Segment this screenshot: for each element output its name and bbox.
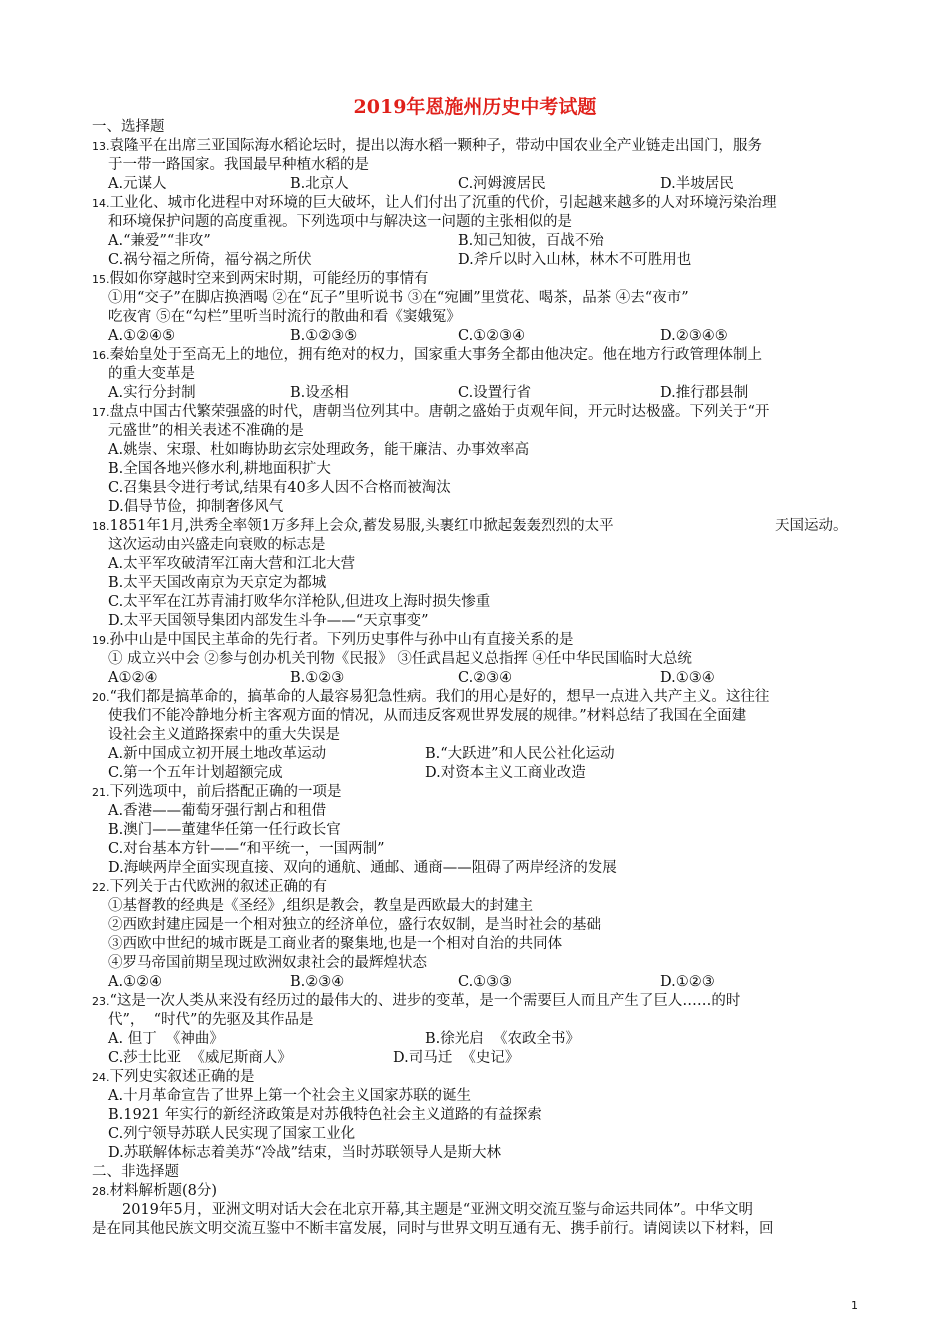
line-text: 是在同其他民族文明交流互鉴中不断丰富发展，同时与世界文明互通有无、携手前行。请阅读以下材料，回 (92, 1221, 774, 1237)
line-text: 二、非选择题 (92, 1164, 179, 1180)
line-text: ③西欧中世纪的城市既是工商业者的聚集地,也是一个相对自治的共同体 (108, 936, 563, 952)
line-text: 工业化、城市化进程中对环境的巨大破坏，让人们付出了沉重的代价，引起越来越多的人对环境污染治理 (109, 195, 777, 211)
line-text: C.②③④ (458, 670, 513, 686)
line-text: ① 成立兴中会 ②参与创办机关刊物《民报》 ③任武昌起义总指挥 ④任中华民国临时大总统 (108, 651, 692, 667)
text-line (92, 194, 777, 213)
text-line (92, 403, 769, 422)
text-line (92, 631, 574, 650)
text-line (108, 422, 304, 441)
text-line (122, 1201, 753, 1220)
line-text: C.河姆渡居民 (458, 176, 546, 192)
line-text: B.②③④ (290, 974, 345, 990)
line-text: 秦始皇处于至高无上的地位，拥有绝对的权力，国家重大事务全都由他决定。他在地方行政管理体制上 (109, 347, 762, 363)
text-line (108, 954, 427, 973)
text-line (108, 1106, 542, 1125)
line-text: A.“兼爱”“非攻” (108, 233, 211, 249)
text-line (108, 1030, 224, 1049)
page-number: 1 (851, 1299, 858, 1312)
text-line (92, 992, 740, 1011)
line-text: 元盛世”的相关表述不准确的是 (108, 423, 304, 439)
text-line (92, 118, 165, 137)
line-text: C.太平军在江苏青浦打败华尔洋枪队,但进攻上海时损失惨重 (108, 594, 491, 610)
text-line (108, 289, 689, 308)
text-line (108, 574, 326, 593)
line-text: 使我们不能冷静地分析主客观方面的情况，从而违反客观世界发展的规律。”材料总结了我国在全面建 (108, 708, 747, 724)
question-number: 19. (92, 634, 110, 647)
line-text: B.北京人 (290, 176, 349, 192)
text-line (108, 441, 529, 460)
line-text: 2019年5月，亚洲文明对话大会在北京开幕,其主题是“亚洲文明交流互鉴与命运共同体”。中华文明 (122, 1202, 754, 1218)
text-line (393, 1049, 519, 1068)
text-line (108, 840, 385, 859)
text-line (458, 384, 531, 403)
line-text: 下列关于古代欧洲的叙述正确的有 (109, 879, 327, 895)
text-line (108, 536, 326, 555)
text-line (92, 346, 762, 365)
text-line (108, 460, 331, 479)
question-number: 13. (92, 140, 110, 153)
question-number: 16. (92, 349, 110, 362)
line-text: B.知己知彼，百战不殆 (458, 233, 604, 249)
line-text: 下列选项中，前后搭配正确的一项是 (109, 784, 342, 800)
line-text: 一、选择题 (92, 119, 165, 135)
line-text: A.①②④ (108, 974, 163, 990)
text-line (458, 327, 525, 346)
text-line (108, 1011, 313, 1030)
text-line (108, 726, 340, 745)
text-line (660, 327, 728, 346)
line-text: D.②③④⑤ (660, 328, 728, 344)
line-text: ②西欧封建庄园是一个相对独立的经济单位，盛行农奴制，是当时社会的基础 (108, 917, 601, 933)
text-line (92, 1182, 217, 1201)
text-line (108, 232, 211, 251)
text-line (108, 1049, 292, 1068)
line-text: D.司马迁 《史记》 (393, 1050, 520, 1066)
line-text: D.海峡两岸全面实现直接、双向的通航、通邮、通商——阻碍了两岸经济的发展 (108, 860, 617, 876)
line-text: “这是一次人类从来没有经历过的最伟大的、进步的变革，是一个需要巨人而且产生了巨人……的时 (109, 993, 741, 1009)
line-text: ①用“交子”在脚店换酒喝 ②在“瓦子”里听说书 ③在“宛圃”里赏花、喝茶，品茶 ④去“夜市” (108, 290, 689, 306)
line-text: C.莎士比亚 《威尼斯商人》 (108, 1050, 292, 1066)
text-line (458, 669, 512, 688)
text-line (108, 745, 326, 764)
text-line (108, 479, 451, 498)
text-line (108, 251, 312, 270)
text-line (92, 783, 342, 802)
line-text: 天国运动。 (775, 518, 848, 534)
text-line (92, 137, 762, 156)
text-line (425, 745, 615, 764)
text-line (458, 973, 512, 992)
text-line (108, 1087, 471, 1106)
text-line (92, 1163, 179, 1182)
line-text: D.对资本主义工商业改造 (425, 765, 586, 781)
line-text: A. 但丁 《神曲》 (108, 1031, 224, 1047)
text-line (108, 384, 196, 403)
line-text: 假如你穿越时空来到两宋时期，可能经历的事情有 (109, 271, 429, 287)
text-line (458, 251, 691, 270)
text-line (290, 669, 344, 688)
line-text: A.①②④⑤ (108, 328, 176, 344)
text-line (108, 498, 283, 517)
line-text: 这次运动由兴盛走向衰败的标志是 (108, 537, 326, 553)
text-line (108, 1144, 501, 1163)
text-line (92, 270, 429, 289)
question-number: 17. (92, 406, 110, 419)
text-line (92, 688, 769, 707)
text-line (92, 517, 614, 536)
question-number: 18. (92, 520, 110, 533)
line-text: A.新中国成立初开展土地改革运动 (108, 746, 327, 762)
question-number: 14. (92, 197, 110, 210)
line-text: D.①③④ (660, 670, 715, 686)
line-text: B.设丞相 (290, 385, 349, 401)
text-line (458, 232, 604, 251)
question-number: 21. (92, 786, 110, 799)
text-line (458, 175, 546, 194)
line-text: 材料解析题(8分) (109, 1183, 218, 1199)
line-text: 下列史实叙述正确的是 (109, 1069, 255, 1085)
line-text: A.实行分封制 (108, 385, 196, 401)
question-number: 22. (92, 881, 110, 894)
line-text: C.设置行省 (458, 385, 532, 401)
line-text: 的重大变革是 (108, 366, 195, 382)
line-text: C.①③③ (458, 974, 513, 990)
line-text: ④罗马帝国前期呈现过欧洲奴隶社会的最辉煌状态 (108, 955, 427, 971)
text-line (108, 973, 162, 992)
text-line (425, 1030, 580, 1049)
text-line (108, 764, 283, 783)
line-text: 和环境保护问题的高度重视。下列选项中与解决这一问题的主张相似的是 (108, 214, 572, 230)
question-number: 24. (92, 1071, 110, 1084)
text-line (108, 327, 175, 346)
text-line (92, 878, 327, 897)
line-text: 盘点中国古代繁荣强盛的时代，唐朝当位列其中。唐朝之盛始于贞观年间，开元时达极盛。下列关于“开 (109, 404, 770, 420)
line-text: A①②④ (108, 670, 158, 686)
line-text: B.太平天国改南京为天京定为都城 (108, 575, 327, 591)
text-line (290, 973, 344, 992)
text-line (108, 916, 601, 935)
text-line (108, 1125, 355, 1144)
line-text: 于一带一路国家。我国最早种植水稻的是 (108, 157, 369, 173)
text-line (108, 821, 341, 840)
text-line (108, 213, 572, 232)
text-line (108, 555, 355, 574)
line-text: D.斧斤以时入山林，林木不可胜用也 (458, 252, 692, 268)
text-line (660, 669, 715, 688)
line-text: D.倡导节俭，抑制奢侈风气 (108, 499, 284, 515)
text-line (290, 327, 357, 346)
line-text: D.太平天国领导集团内部发生斗争——“天京事变” (108, 613, 429, 629)
text-line (108, 935, 562, 954)
line-text: B.澳门——董建华任第一任行政长官 (108, 822, 341, 838)
text-line (108, 859, 617, 878)
line-text: ①基督教的经典是《圣经》,组织是教会，教皇是西欧最大的封建主 (108, 898, 534, 914)
line-text: C.①②③④ (458, 328, 526, 344)
page-title: 2019年恩施州历史中考试题 (353, 96, 597, 118)
line-text: 代”， “时代”的先驱及其作品是 (108, 1012, 314, 1028)
line-text: 袁隆平在出席三亚国际海水稻论坛时，提出以海水稻一颗种子，带动中国农业全产业链走出国门，服务 (109, 138, 762, 154)
text-line (92, 1068, 255, 1087)
line-text: C.对台基本方针——“和平统一，一国两制” (108, 841, 385, 857)
text-line (660, 384, 748, 403)
text-line (290, 175, 349, 194)
question-number: 20. (92, 691, 110, 704)
line-text: B.全国各地兴修水利,耕地面积扩大 (108, 461, 331, 477)
text-line (92, 1220, 774, 1239)
line-text: “我们都是搞革命的，搞革命的人最容易犯急性病。我们的用心是好的，想早一点进入共产主义。这往往 (109, 689, 770, 705)
text-line (660, 973, 715, 992)
question-number: 28. (92, 1185, 110, 1198)
text-line (108, 707, 746, 726)
line-text: A.太平军攻破清军江南大营和江北大营 (108, 556, 356, 572)
line-text: C.第一个五年计划超额完成 (108, 765, 283, 781)
question-number: 23. (92, 995, 110, 1008)
text-line (108, 897, 533, 916)
text-line (108, 650, 692, 669)
text-line (108, 612, 429, 631)
line-text: B.①②③ (290, 670, 345, 686)
line-text: B.①②③⑤ (290, 328, 358, 344)
line-text: D.推行郡县制 (660, 385, 749, 401)
text-line (108, 593, 490, 612)
line-text: B.1921 年实行的新经济政策是对苏俄特色社会主义道路的有益探索 (108, 1107, 542, 1123)
line-text: A.元谋人 (108, 176, 167, 192)
text-line (108, 802, 326, 821)
text-line (108, 365, 195, 384)
text-line (775, 517, 848, 536)
line-text: 孙中山是中国民主革命的先行者。下列历史事件与孙中山有直接关系的是 (109, 632, 574, 648)
text-line (290, 384, 349, 403)
line-text: D.苏联解体标志着美苏“冷战”结束，当时苏联领导人是斯大林 (108, 1145, 502, 1161)
line-text: A.香港——葡萄牙强行割占和租借 (108, 803, 327, 819)
text-line (108, 156, 369, 175)
line-text: 1851年1月,洪秀全率领1万多拜上会众,蓄发易服,头裹红巾掀起轰轰烈烈的太平 (109, 518, 614, 534)
question-number: 15. (92, 273, 110, 286)
line-text: 吃夜宵 ⑤在“勾栏”里听当时流行的散曲和看《窦娥冤》 (108, 309, 461, 325)
line-text: C.列宁领导苏联人民实现了国家工业化 (108, 1126, 356, 1142)
text-line (108, 669, 157, 688)
text-line (108, 308, 461, 327)
line-text: B.“大跃进”和人民公社化运动 (425, 746, 615, 762)
line-text: A.姚崇、宋璟、杜如晦协助玄宗处理政务，能干廉洁、办事效率高 (108, 442, 530, 458)
line-text: 设社会主义道路探索中的重大失误是 (108, 727, 340, 743)
text-line (108, 175, 167, 194)
line-text: D.半坡居民 (660, 176, 734, 192)
line-text: A.十月革命宣告了世界上第一个社会主义国家苏联的诞生 (108, 1088, 472, 1104)
line-text: D.①②③ (660, 974, 715, 990)
line-text: B.徐光启 《农政全书》 (425, 1031, 580, 1047)
text-line (660, 175, 734, 194)
text-line (425, 764, 586, 783)
line-text: C.祸兮福之所倚，福兮祸之所伏 (108, 252, 312, 268)
line-text: C.召集县令进行考试,结果有40多人因不合格而被淘汰 (108, 480, 451, 496)
